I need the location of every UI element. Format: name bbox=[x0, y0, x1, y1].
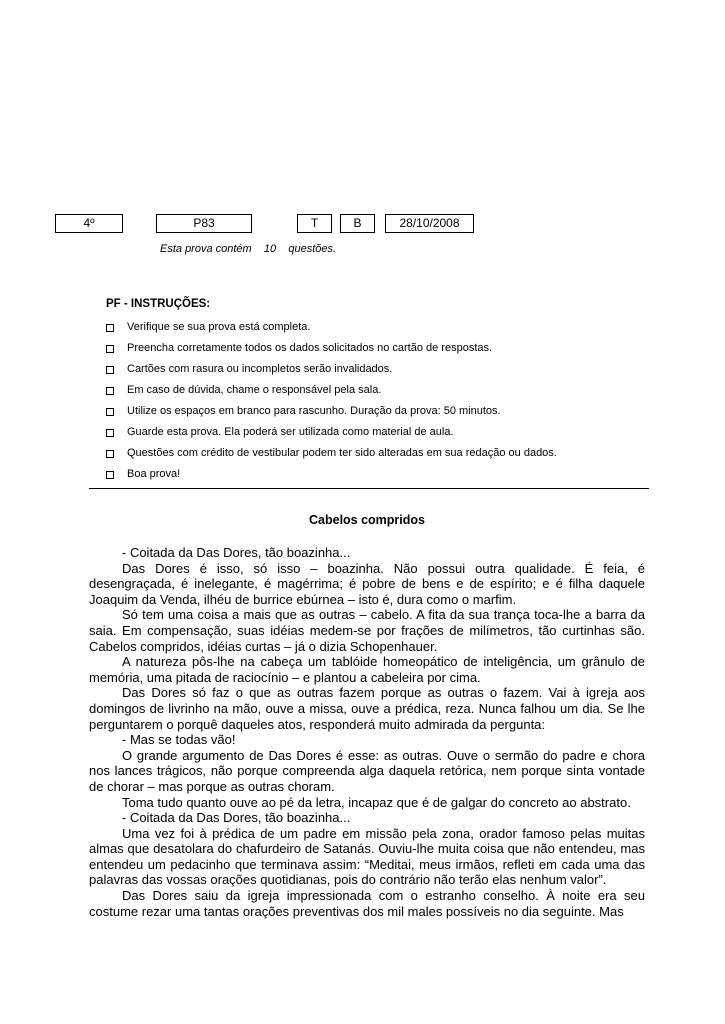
instruction-item bbox=[106, 401, 557, 422]
story-paragraph: Só tem uma coisa a mais que as outras – cabelo. A fita da sua trança toca-lhe a barra da saia. Em compensação, suas idéias medem-se por frações de milímetros, tão curtinhas são. Cabelos compridos, idéias curtas – já o dizia Schopenhauer. bbox=[89, 607, 645, 654]
instruction-text: Guarde esta prova. Ela poderá ser utilizada como material de aula. bbox=[127, 426, 454, 438]
serie-box: 4º bbox=[55, 214, 123, 233]
instruction-text: Utilize os espaços em branco para rascunho. Duração da prova: 50 minutos. bbox=[127, 405, 501, 417]
story-paragraph: Das Dores só faz o que as outras fazem porque as outras o fazem. Vai à igreja aos domingos de livrinho na mão, ouve a missa, ouve a prédica, reza. Nunca falhou um dia. Se lhe perguntarem o porquê daqueles atos, responderá muito admirada da pergunta: bbox=[89, 685, 645, 732]
instructions-title: PF - INSTRUÇÕES: bbox=[106, 298, 211, 310]
instruction-text: Questões com crédito de vestibular podem ter sido alteradas em sua redação ou dados. bbox=[127, 447, 557, 459]
story-paragraph: O grande argumento de Das Dores é esse: as outras. Ouve o sermão do padre e chora nos lances trágicos, não porque compreenda alga daquela retórica, nem porque sinta vontade de chorar – mas porque as outras choram. bbox=[89, 747, 645, 794]
instruction-item bbox=[106, 359, 557, 380]
date-box: 28/10/2008 bbox=[385, 214, 474, 233]
story-text bbox=[89, 545, 645, 919]
checkbox-icon bbox=[106, 345, 114, 353]
story-paragraph: Uma vez foi à prédica de um padre em missão pela zona, orador famoso pelas muitas almas que desatolara do chafurdeiro de Satanás. Ouviu-lhe muita coisa que não entendeu, mas entendeu um pedacinho que terminava assim: “Meditai, meus irmãos, refleti em cada uma das palavras das vossas orações quotidianas, pois do contrário não terão elas nenhum valor”. bbox=[89, 825, 645, 888]
checkbox-icon bbox=[106, 387, 114, 395]
instruction-item bbox=[106, 317, 557, 338]
checkbox-icon bbox=[106, 450, 114, 458]
checkbox-icon bbox=[106, 429, 114, 437]
story-paragraph: Das Dores é isso, só isso – boazinha. Não possui outra qualidade. É feia, é desengraçada, é inelegante, é magérrima; é pobre de bens e de espírito; e é filha daquele Joaquim da Venda, ilhéu de burrice ebúrnea – isto é, dura como o marfim. bbox=[89, 560, 645, 607]
checkbox-icon bbox=[106, 366, 114, 374]
story-title: Cabelos compridos bbox=[309, 513, 425, 527]
instruction-item bbox=[106, 464, 557, 485]
story-paragraph: - Mas se todas vão! bbox=[122, 732, 236, 748]
question-count: Esta prova contém 10 questões. bbox=[160, 243, 337, 255]
checkbox-icon bbox=[106, 408, 114, 416]
story-paragraph: - Coitada da Das Dores, tão boazinha... bbox=[122, 810, 351, 826]
instruction-item bbox=[106, 338, 557, 359]
instruction-text: Preencha corretamente todos os dados solicitados no cartão de respostas. bbox=[127, 342, 493, 354]
instructions-list bbox=[106, 317, 557, 485]
story-paragraph: - Coitada da Das Dores, tão boazinha... bbox=[122, 545, 351, 560]
instruction-item bbox=[106, 443, 557, 464]
tipo-box: B bbox=[340, 214, 375, 233]
story-paragraph: A natureza pôs-lhe na cabeça um tablóide homeopático de inteligência, um grânulo de memória, uma pitada de raciocínio – e plantou a cabeleira por cima. bbox=[89, 654, 645, 685]
story-paragraph: Das Dores saiu da igreja impressionada com o estranho conselho. À noite era seu costume rezar uma tantas orações preventivas dos mil males possíveis no dia seguinte. Mas bbox=[89, 888, 645, 919]
instruction-text: Boa prova! bbox=[127, 468, 181, 480]
instruction-text: Em caso de dúvida, chame o responsável pela sala. bbox=[127, 384, 382, 396]
instruction-text: Cartões com rasura ou incompletos serão invalidados. bbox=[127, 363, 393, 375]
section-divider bbox=[89, 488, 649, 489]
instruction-item bbox=[106, 380, 557, 401]
turno-box: T bbox=[297, 214, 332, 233]
checkbox-icon bbox=[106, 324, 114, 332]
story-paragraph: Toma tudo quanto ouve ao pé da letra, incapaz que é de galgar do concreto ao abstrato. bbox=[122, 794, 631, 810]
prova-code-box: P83 bbox=[156, 214, 252, 233]
instruction-text: Verifique se sua prova está completa. bbox=[127, 321, 311, 333]
instruction-item bbox=[106, 422, 557, 443]
checkbox-icon bbox=[106, 471, 114, 479]
